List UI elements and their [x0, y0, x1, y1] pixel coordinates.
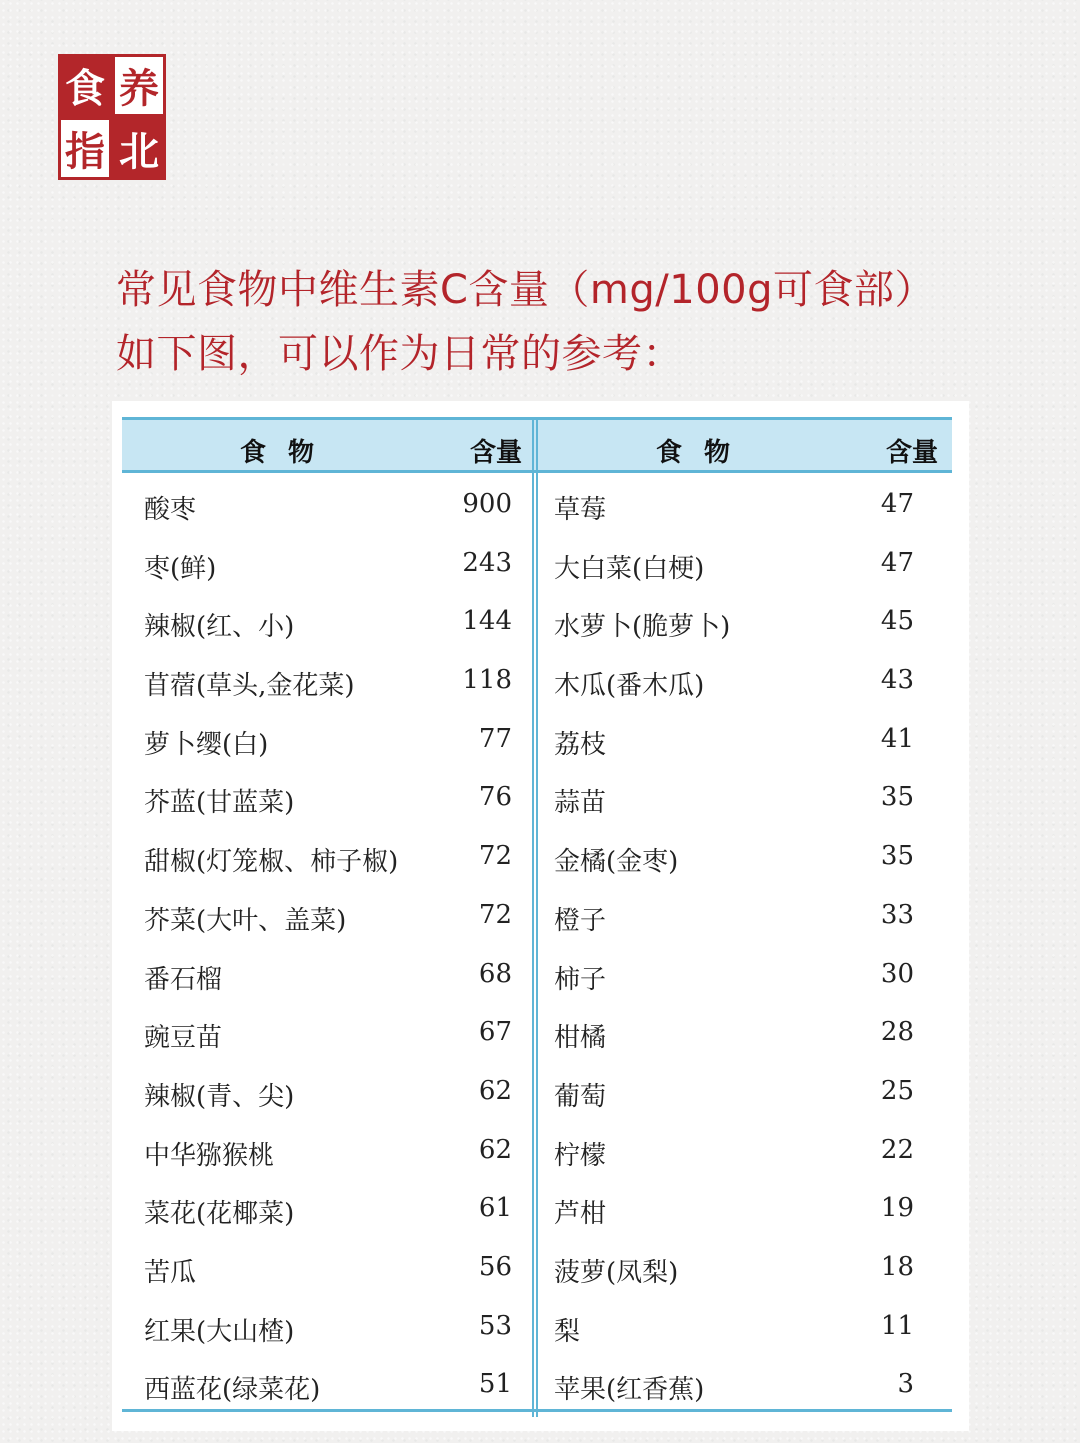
table-row	[122, 473, 536, 532]
food-name: 木瓜(番木瓜)	[554, 671, 705, 702]
header-food: 食物	[240, 438, 337, 468]
food-name: 西蓝花(绿菜花)	[144, 1375, 321, 1406]
table-row	[538, 532, 952, 591]
table-left-column	[122, 417, 536, 1417]
table-row	[538, 766, 952, 825]
table-row	[538, 1236, 952, 1295]
food-name: 橙子	[554, 905, 607, 936]
vitamin-c-value: 43	[880, 665, 914, 696]
seal-char: 北	[112, 117, 166, 180]
vitamin-c-value: 28	[880, 1017, 914, 1048]
food-name: 酸枣	[144, 495, 197, 525]
vitamin-c-value: 25	[880, 1075, 914, 1106]
table-row	[538, 649, 952, 708]
table-header	[538, 417, 952, 473]
table-row	[538, 1001, 952, 1060]
food-name: 芦柑	[554, 1199, 607, 1230]
vitamin-c-value: 62	[478, 1075, 512, 1106]
table-body-right	[538, 473, 952, 1412]
table-row	[122, 1119, 536, 1178]
table-row	[122, 766, 536, 825]
food-name: 萝卜缨(白)	[144, 729, 269, 760]
food-name: 中华猕猴桃	[144, 1140, 275, 1171]
table-header	[122, 417, 536, 473]
food-name: 红果(大山楂)	[144, 1316, 295, 1347]
vitamin-c-value: 35	[880, 841, 914, 872]
table-row	[122, 532, 536, 591]
food-name: 枣(鲜)	[144, 553, 217, 584]
table-row	[122, 943, 536, 1002]
header-amount: 含量	[885, 438, 938, 468]
vitamin-c-value: 62	[478, 1134, 512, 1165]
table-row	[538, 884, 952, 943]
food-name: 葡萄	[554, 1081, 607, 1112]
vitamin-c-value: 41	[880, 723, 914, 754]
vitamin-c-value: 51	[478, 1369, 512, 1400]
vitamin-c-value: 72	[478, 899, 512, 930]
table-row	[122, 1295, 536, 1354]
food-name: 蒜苗	[554, 788, 607, 819]
intro-line-1: 常见食物中维生素C含量（mg/100g可食部）	[116, 267, 935, 313]
table-row	[122, 590, 536, 649]
vitamin-c-value: 144	[462, 606, 512, 637]
vitamin-c-value: 67	[478, 1017, 512, 1048]
vitamin-c-value: 77	[478, 723, 512, 754]
header-food: 食物	[656, 438, 753, 468]
seal-char: 养	[112, 54, 166, 117]
food-name: 番石榴	[144, 964, 223, 995]
table-row	[538, 708, 952, 767]
intro-text	[116, 258, 976, 386]
food-name: 金橘(金枣)	[554, 847, 679, 878]
vitamin-c-table	[112, 401, 969, 1431]
food-name: 柿子	[554, 964, 607, 995]
table-bottom-rule	[122, 1409, 952, 1412]
vitamin-c-value: 45	[880, 606, 914, 637]
table-row	[122, 825, 536, 884]
table-row	[122, 1177, 536, 1236]
table-row	[122, 1001, 536, 1060]
vitamin-c-value: 61	[478, 1193, 512, 1224]
vitamin-c-value: 243	[462, 547, 512, 578]
vitamin-c-value: 11	[880, 1310, 914, 1341]
food-name: 苹果(红香蕉)	[554, 1375, 705, 1406]
vitamin-c-value: 900	[462, 489, 512, 519]
header-amount: 含量	[469, 438, 522, 468]
food-name: 草莓	[554, 495, 607, 525]
food-name: 柠檬	[554, 1140, 607, 1171]
table-row	[538, 1295, 952, 1354]
table-row	[122, 708, 536, 767]
vitamin-c-value: 72	[478, 841, 512, 872]
food-name: 甜椒(灯笼椒、柿子椒)	[144, 847, 399, 878]
food-name: 菜花(花椰菜)	[144, 1199, 295, 1230]
table-row	[538, 590, 952, 649]
food-name: 苦瓜	[144, 1257, 197, 1288]
vitamin-c-value: 47	[880, 489, 914, 519]
vitamin-c-value: 30	[880, 958, 914, 989]
intro-line-2: 如下图，可以作为日常的参考：	[116, 331, 683, 377]
food-name: 梨	[554, 1316, 581, 1347]
food-name: 荔枝	[554, 729, 607, 760]
food-name: 豌豆苗	[144, 1023, 223, 1054]
vitamin-c-value: 35	[880, 782, 914, 813]
seal-char: 指	[58, 117, 112, 180]
vitamin-c-value: 76	[478, 782, 512, 813]
food-name: 柑橘	[554, 1023, 607, 1054]
vitamin-c-value: 68	[478, 958, 512, 989]
vitamin-c-value: 118	[462, 665, 512, 696]
table-right-column	[538, 417, 952, 1417]
table-row	[538, 1060, 952, 1119]
table-row	[538, 943, 952, 1002]
table-body-left	[122, 473, 536, 1412]
brand-seal-logo	[58, 54, 166, 175]
table-row	[122, 649, 536, 708]
seal-char: 食	[58, 54, 112, 117]
vitamin-c-value: 22	[880, 1134, 914, 1165]
food-name: 辣椒(红、小)	[144, 612, 295, 643]
table-row	[122, 1353, 536, 1412]
table-row	[538, 473, 952, 532]
vitamin-c-value: 56	[478, 1251, 512, 1282]
vitamin-c-value: 33	[880, 899, 914, 930]
vitamin-c-value: 47	[880, 547, 914, 578]
table-row	[122, 1236, 536, 1295]
vitamin-c-value: 53	[478, 1310, 512, 1341]
food-name: 大白菜(白梗)	[554, 553, 705, 584]
vitamin-c-value: 3	[897, 1369, 914, 1400]
food-name: 水萝卜(脆萝卜)	[554, 612, 731, 643]
vitamin-c-value: 19	[880, 1193, 914, 1224]
table-row	[122, 884, 536, 943]
table-row	[538, 1177, 952, 1236]
food-name: 芥菜(大叶、盖菜)	[144, 905, 347, 936]
table-row	[538, 1119, 952, 1178]
table-row	[538, 825, 952, 884]
table-row	[122, 1060, 536, 1119]
table-row	[538, 1353, 952, 1412]
food-name: 菠萝(凤梨)	[554, 1257, 679, 1288]
food-name: 苜蓿(草头,金花菜)	[144, 671, 355, 702]
vitamin-c-value: 18	[880, 1251, 914, 1282]
food-name: 芥蓝(甘蓝菜)	[144, 788, 295, 819]
food-name: 辣椒(青、尖)	[144, 1081, 295, 1112]
